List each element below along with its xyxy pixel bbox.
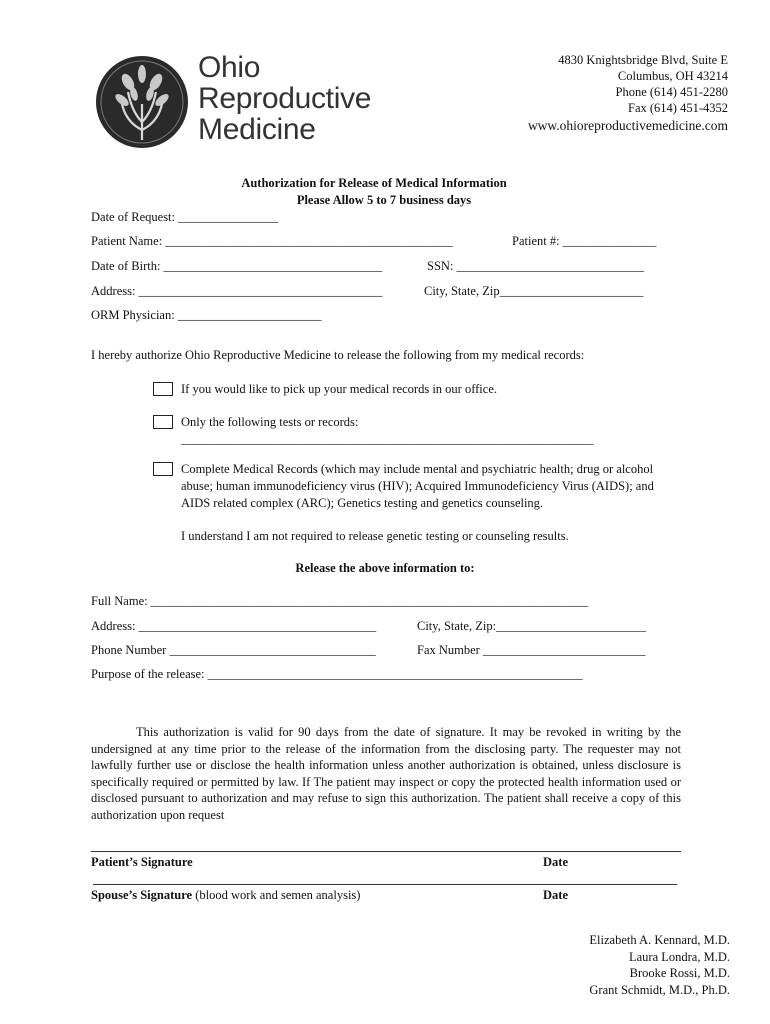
complete-records-label: Complete Medical Records (which may include mental and psychiatric health; drug or alcohol abuse; human immunodeficiency virus (HIV); Acquired Immunodeficiency Virus (AIDS); and AIDS related complex (ARC); Genetics testing and genetics counseling. [181, 462, 654, 510]
validity-paragraph: This authorization is valid for 90 days from the date of signature. It may be revoked in writing by the undersigned at any time prior to the release of the information from the disclosing party. The requester may not lawfully further use or disclose the health information unless another authorization is obtained, unless disclosure is specifically required or permitted by law. If The patient may inspect or copy the protected health information used or disclosed pursuant to authorization and may refuse to sign this authorization. The patient shall receive a copy of this authorization upon request [91, 725, 681, 822]
doctor-name: Laura Londra, M.D. [628, 949, 730, 964]
clinic-logo [94, 52, 394, 152]
patient-signature-label: Patient’s Signature [91, 855, 193, 869]
purpose-of-release-field[interactable]: Purpose of the release: ____________________________________________________________ [91, 667, 583, 681]
logo-line-1: Ohio [198, 51, 261, 84]
address-line-2: Columbus, OH 43214 [617, 69, 728, 83]
pickup-option-label: If you would like to pick up your medical records in our office. [181, 382, 498, 396]
recipient-address-field[interactable]: Address: ______________________________________ [91, 619, 377, 633]
release-heading: Release the above information to: [295, 561, 475, 575]
doctor-name: Elizabeth A. Kennard, M.D. [589, 933, 730, 947]
ssn-field[interactable]: SSN: ______________________________ [427, 259, 645, 273]
doctor-name: Grant Schmidt, M.D., Ph.D. [589, 982, 730, 997]
date-of-request-field[interactable]: Date of Request: ________________ [91, 210, 279, 224]
recipient-full-name-field[interactable]: Full Name: ______________________________________________________________________ [91, 594, 589, 608]
patient-number-field[interactable]: Patient #: _______________ [512, 234, 657, 248]
genetic-testing-note: I understand I am not required to release genetic testing or counseling results. [181, 529, 569, 543]
form-subtitle: Please Allow 5 to 7 business days [296, 193, 472, 207]
address-line-1: 4830 Knightsbridge Blvd, Suite E [558, 53, 728, 67]
following-records-field[interactable]: __________________________________________________________________ [181, 432, 594, 446]
complete-records-checkbox[interactable] [153, 462, 173, 476]
phone-text: Phone (614) 451-2280 [615, 85, 728, 99]
spouse-signature-note: (blood work and semen analysis) [192, 888, 361, 902]
patient-name-field[interactable]: Patient Name: ______________________________________________ [91, 234, 453, 248]
spouse-signature-line[interactable] [93, 884, 677, 885]
logo-line-3: Medicine [198, 113, 316, 146]
address-field[interactable]: Address: _______________________________________ [91, 284, 383, 298]
clinic-address [528, 52, 728, 134]
recipient-fax-field[interactable]: Fax Number __________________________ [417, 643, 646, 657]
clinic-name [198, 52, 371, 145]
fax-text: Fax (614) 451-4352 [628, 101, 728, 115]
spouse-signature-label [91, 888, 360, 903]
logo-line-2: Reproductive [198, 82, 372, 115]
orm-physician-field[interactable]: ORM Physician: _______________________ [91, 308, 322, 322]
recipient-phone-field[interactable]: Phone Number _________________________________ [91, 643, 376, 657]
city-state-zip-field[interactable]: City, State, Zip_______________________ [424, 284, 644, 298]
spouse-signature-title: Spouse’s Signature [91, 888, 193, 902]
authorize-statement: I hereby authorize Ohio Reproductive Medicine to release the following from my medical records: [91, 348, 585, 362]
doctor-list [589, 932, 730, 998]
doctor-name: Brooke Rossi, M.D. [629, 966, 730, 980]
website-text: www.ohioreproductivemedicine.com [527, 118, 728, 133]
tree-emblem-icon [94, 52, 194, 152]
date-of-birth-field[interactable]: Date of Birth: ___________________________________ [91, 259, 383, 273]
form-title: Authorization for Release of Medical Information [241, 176, 507, 190]
following-records-checkbox[interactable] [153, 415, 173, 429]
patient-date-label: Date [543, 855, 568, 869]
recipient-city-state-zip-field[interactable]: City, State, Zip:________________________ [417, 619, 647, 633]
pickup-checkbox[interactable] [153, 382, 173, 396]
patient-signature-line[interactable] [91, 851, 681, 852]
following-records-label: Only the following tests or records: [181, 415, 359, 429]
spouse-date-label: Date [543, 888, 568, 902]
